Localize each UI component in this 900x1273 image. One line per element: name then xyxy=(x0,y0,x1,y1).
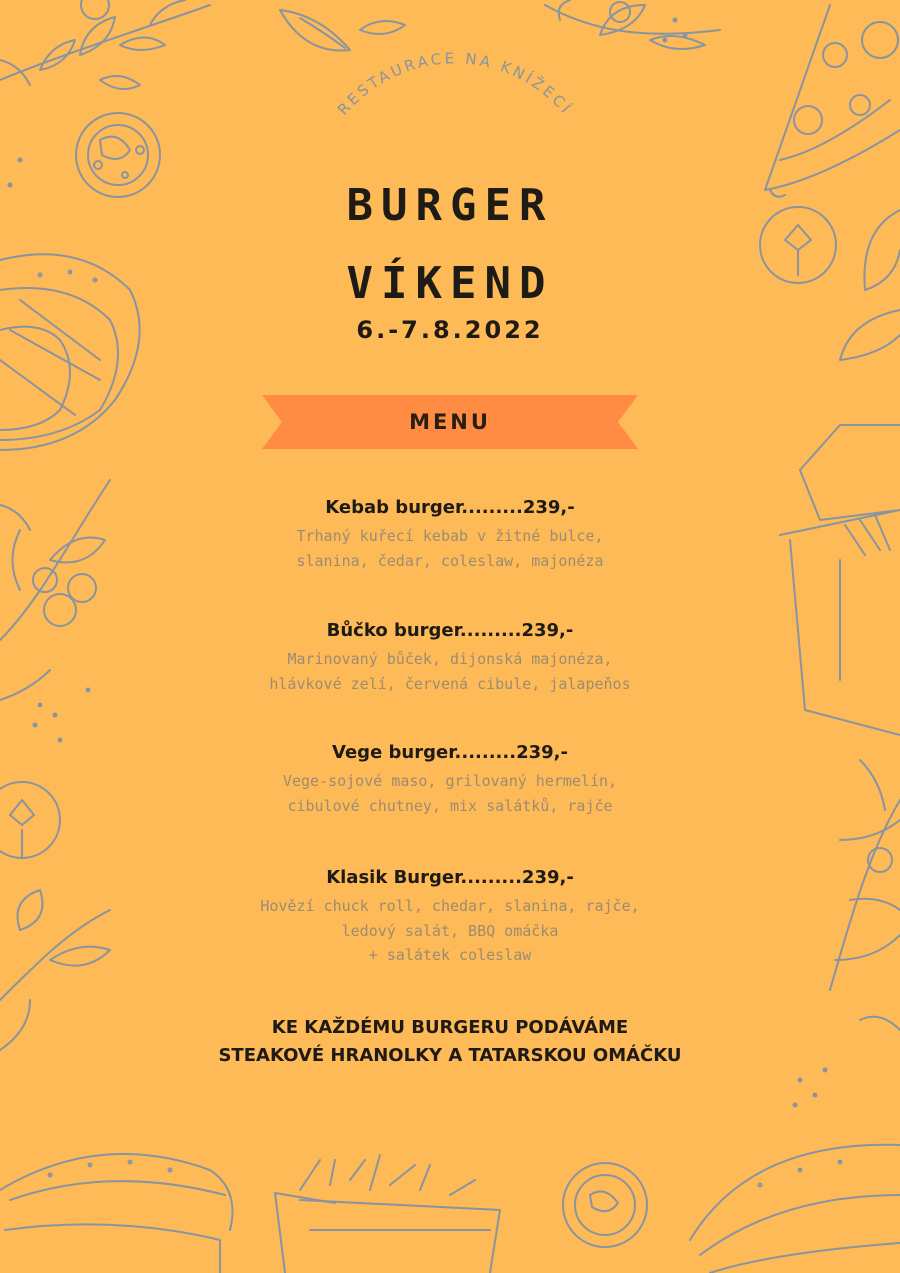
item-description: Trhaný kuřecí kebab v žitné bulce, slanina, čedar, coleslaw, majonéza xyxy=(296,527,604,570)
side-dish-note: KE KAŽDÉMU BURGERU PODÁVÁME STEAKOVÉ HRANOLKY A TATARSKOU OMÁČKU xyxy=(218,1017,682,1066)
item-name: Vege burger.........239,- xyxy=(332,742,568,763)
menu-item xyxy=(0,620,900,696)
item-description: Hovězí chuck roll, chedar, slanina, rajče, ledový salát, BBQ omáčka + salátek coleslaw xyxy=(260,897,640,964)
menu-item xyxy=(0,867,900,968)
title-burger: BURGER xyxy=(346,180,554,231)
event-date: 6.-7.8.2022 xyxy=(356,316,544,344)
menu-item xyxy=(0,497,900,573)
burger-bottom-left-icon xyxy=(0,1154,233,1273)
item-name: Kebab burger.........239,- xyxy=(325,497,575,518)
item-description: Marinovaný bůček, dijonská majonéza, hlávkové zelí, červená cibule, jalapeňos xyxy=(269,650,631,693)
item-name: Bůčko burger.........239,- xyxy=(326,620,574,641)
menu-item xyxy=(0,742,900,818)
fries-icon xyxy=(275,1155,500,1273)
burger-bottom-right-icon xyxy=(690,1145,900,1273)
tomato-bottom-icon xyxy=(563,1163,647,1247)
menu-ribbon xyxy=(0,0,900,470)
item-name: Klasik Burger.........239,- xyxy=(326,867,574,888)
restaurant-name: RESTAURACE NA KNÍŽECÍ xyxy=(333,49,577,119)
title-vikend: VÍKEND xyxy=(346,258,554,309)
item-description: Vege-sojové maso, grilovaný hermelín, cibulové chutney, mix salátků, rajče xyxy=(282,772,618,815)
menu-label: MENU xyxy=(409,410,491,434)
